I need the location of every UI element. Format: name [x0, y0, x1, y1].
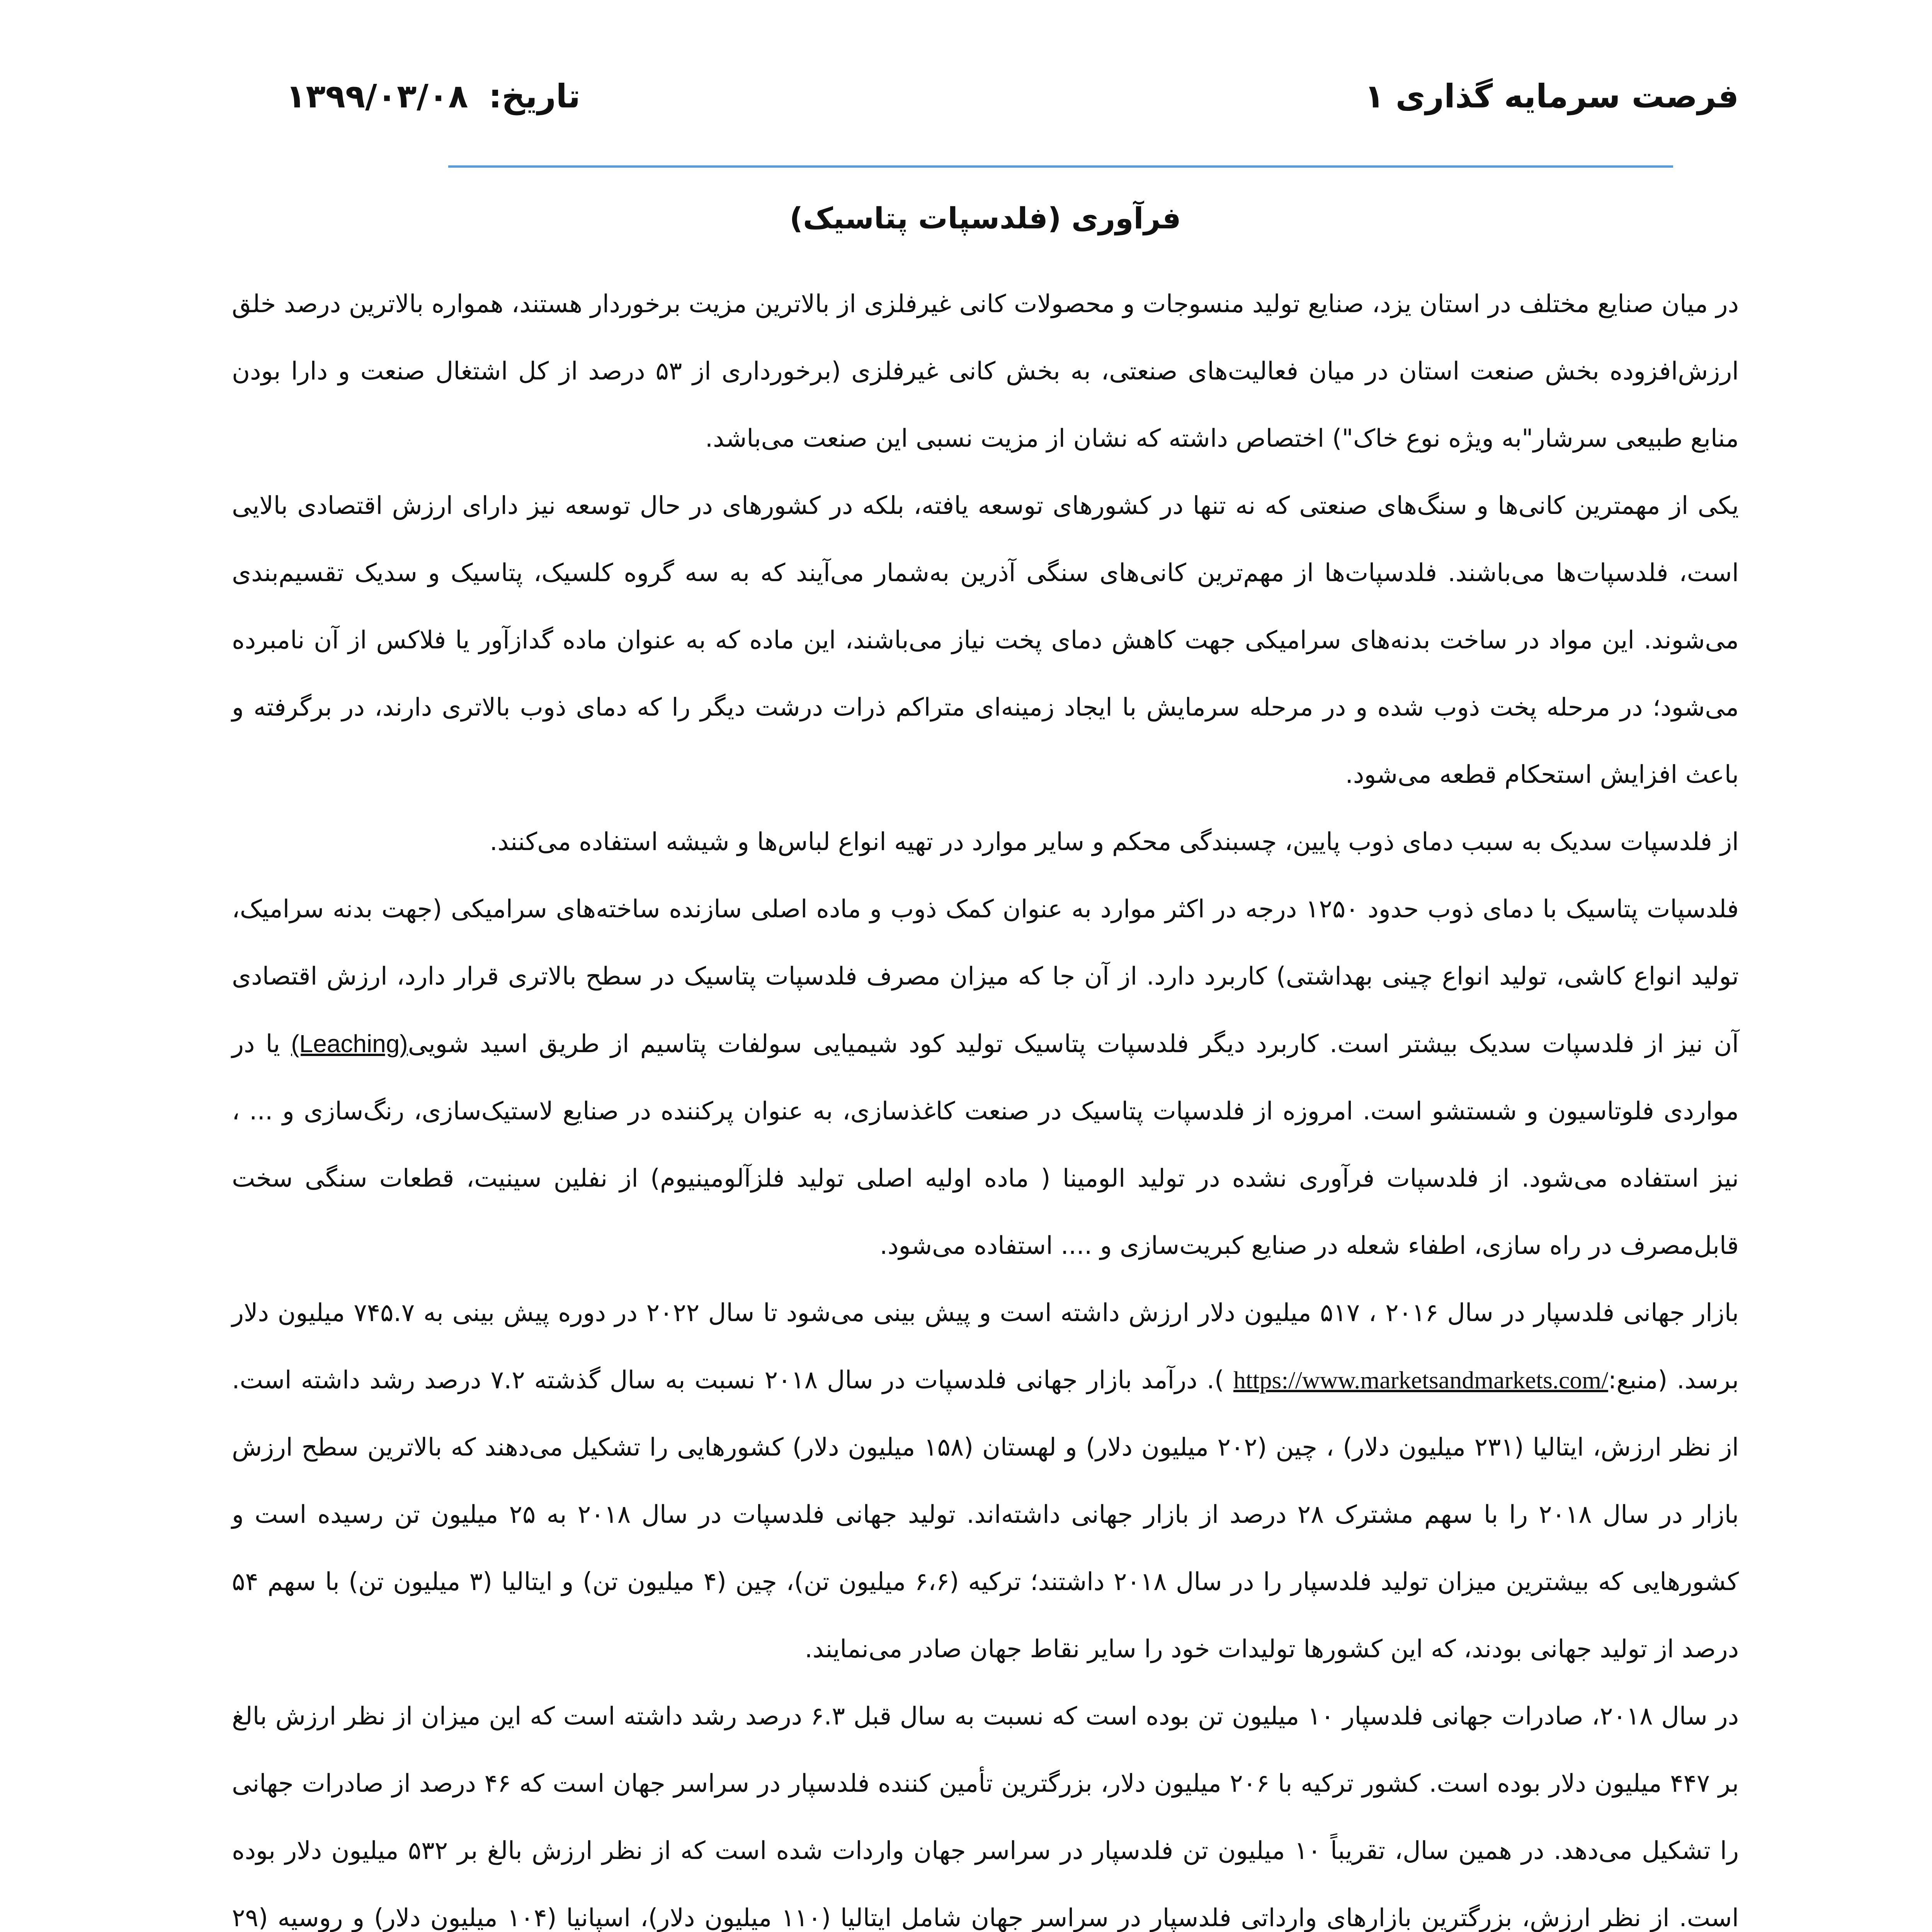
paragraph-6-part-a: در سال ۲۰۱۸، صادرات جهانی فلدسپار ۱۰ میلیون تن بوده است که نسبت به سال قبل ۶.۳ درصد رشد داشته است که این میزان از نظر ارزش بالغ بر ۴۴۷ میلیون دلار بوده است. کشور ترکیه با ۲۰۶ میلیون دلار، بزرگترین تأمین کننده فلدسپار در سراسر جهان است که ۴۶ درصد از صادرات جهانی را تشکیل می‌دهد. در همین سال، تقریباً ۱۰ میلیون تن فلدسپار در سراسر جهان واردات شده است که از نظر ارزش بالغ بر ۵۳۲ میلیون دلار بوده است. از نظر ارزش، بزرگترین بازارهای وارداتی فلدسپار در سراسر جهان شامل ایتالیا (۱۱۰ میلیون دلار)، اسپانیا (۱۰۴ میلیون دلار) و روسیه (۲۹ [232, 1702, 1739, 1932]
paragraph-2: یکی از مهمترین کانی‌ها و سنگ‌های صنعتی که نه تنها در کشورهای توسعه یافته، بلکه در کشورهای در حال توسعه نیز دارای ارزش اقتصادی بالایی است، فلدسپات‌ها می‌باشند. فلدسپات‌ها از مهم‌ترین کانی‌های سنگی آذرین به‌شمار می‌آیند که به سه گروه کلسیک، پتاسیک و سدیک تقسیم‌بندی می‌شوند. این مواد در ساخت بدنه‌های سرامیکی جهت کاهش دمای پخت نیاز می‌باشند، این ماده که به عنوان ماده گدازآور یا فلاکس از آن نامبرده می‌شود؛ در مرحله پخت ذوب شده و در مرحله سرمایش با ایجاد زمینه‌ای متراکم ذرات درشت دیگر را که دمای ذوب بالاتری دارند، در برگرفته و باعث افزایش استحکام قطعه می‌شود. [232, 492, 1739, 789]
document-body [232, 270, 1739, 1932]
paragraph-1: در میان صنایع مختلف در استان یزد، صنایع تولید منسوجات و محصولات کانی غیرفلزی از بالاترین مزیت برخوردار هستند، همواره بالاترین درصد خلق ارزش‌افزوده بخش صنعت استان در میان فعالیت‌های صنعتی، به بخش کانی غیرفلزی (برخورداری از ۵۳ درصد از کل اشتغال صنعت و دارا بودن منابع طبیعی سرشار"به ویژه نوع خاک") اختصاص داشته که نشان از مزیت نسبی این صنعت می‌باشد. [232, 290, 1739, 453]
leaching-term: (Leaching) [291, 1030, 408, 1058]
paragraph-3: از فلدسپات سدیک به سبب دمای ذوب پایین، چسبندگی محکم و سایر موارد در تهیه انواع لباس‌ها و شیشه استفاده می‌کنند. [490, 828, 1739, 856]
paragraph-5 [232, 1279, 1739, 1683]
paragraph-4 [232, 876, 1739, 1279]
header-divider [448, 165, 1673, 168]
document-title: فرآوری (فلدسپات پتاسیک) [789, 201, 1181, 235]
date-value: ۱۳۹۹/۰۳/۰۸ [286, 77, 468, 115]
paragraph-5-part-a: بازار جهانی فلدسپار در سال ۲۰۱۶ ، ۵۱۷ میلیون دلار ارزش داشته است و پیش بینی می‌شود تا سال ۲۰۲۲ در دوره پیش بینی به ۷۴۵.۷ میلیون دلار برسد. (منبع: [232, 1299, 1739, 1395]
paragraph-4-part-b: یا در مواردی فلوتاسیون و شستشو است. امروزه از فلدسپات پتاسیک در صنعت کاغذسازی، به عنوان پرکننده در صنایع لاستیک‌سازی، رنگ‌سازی و ... ، نیز استفاده می‌شود. از فلدسپات فرآوری نشده در تولید الومینا ( ماده اولیه اصلی تولید فلزآلومینیوم) از نفلین سینیت، قطعات سنگی سخت قابل‌مصرف در راه سازی، اطفاء شعله در صنایع کبریت‌سازی و .... استفاده می‌شود. [232, 1030, 1739, 1260]
paragraph-4-part-a: فلدسپات پتاسیک با دمای ذوب حدود ۱۲۵۰ درجه در اکثر موارد به عنوان کمک ذوب و ماده اصلی سازنده ساخته‌های سرامیکی (جهت بدنه سرامیک، تولید انواع کاشی، تولید انواع چینی بهداشتی) کاربرد دارد. از آن جا که میزان مصرف فلدسپات پتاسیک در سطح بالاتری قرار دارد، ارزش اقتصادی آن نیز از فلدسپات سدیک بیشتر است. کاربرد دیگر فلدسپات پتاسیک تولید کود شیمیایی سولفات پتاسیم از طریق اسید شویی [232, 895, 1739, 1058]
header-title: فرصت سرمایه گذاری ۱ [1364, 77, 1739, 115]
paragraph-5-part-b: ). درآمد بازار جهانی فلدسپات در سال ۲۰۱۸ نسبت به سال گذشته ۷.۲ درصد رشد داشته است. از نظر ارزش، ایتالیا (۲۳۱ میلیون دلار) ، چین (۲۰۲ میلیون دلار) و لهستان (۱۵۸ میلیون دلار) کشورهایی را تشکیل می‌دهند که بالاترین سطح ارزش بازار در سال ۲۰۱۸ را با سهم مشترک ۲۸ درصد از بازار جهانی داشته‌اند. تولید جهانی فلدسپات در سال ۲۰۱۸ به ۲۵ میلیون تن رسیده است و کشورهایی که بیشترین میزان تولید فلدسپار را در سال ۲۰۱۸ داشتند؛ ترکیه (۶،۶ میلیون تن)، چین (۴ میلیون تن) و ایتالیا (۳ میلیون تن) با سهم ۵۴ درصد از تولید جهانی بودند، که این کشورها تولیدات خود را سایر نقاط جهان صادر می‌نمایند. [232, 1366, 1739, 1663]
paragraph-6 [232, 1683, 1739, 1932]
header-date [286, 77, 580, 115]
date-label: تاریخ: [488, 77, 580, 115]
marketsandmarkets-link[interactable]: https://www.marketsandmarkets.com/ [1233, 1366, 1608, 1394]
